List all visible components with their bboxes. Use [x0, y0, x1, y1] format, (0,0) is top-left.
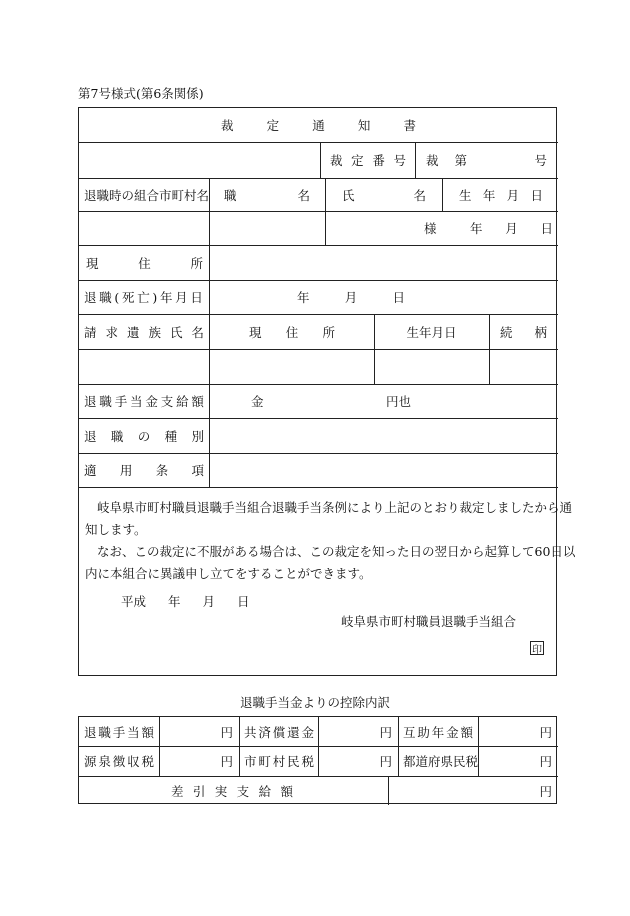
deduction-label: 互 助 年 金 額 — [403, 724, 473, 740]
amount-value: 金 円也 — [251, 394, 411, 409]
deduction-unit: 円 — [379, 754, 392, 769]
retire-type-label: 退 職 の 種 別 — [84, 428, 204, 444]
deduction-table — [78, 716, 557, 804]
name-label: 氏 名 — [342, 187, 426, 203]
deduction-unit: 円 — [220, 724, 233, 740]
claimant-label: 請 求 遺 族 氏 名 — [84, 324, 204, 340]
retire-date-value: 年 月 日 — [297, 290, 405, 305]
form-number: 第7号様式(第6条関係) — [78, 86, 204, 101]
sama-label: 様 — [424, 221, 437, 236]
amount-label: 退 職 手 当 金 支 給 額 — [84, 394, 204, 409]
deduction-label: 共 済 償 還 金 — [244, 724, 314, 740]
ruling-number-label: 裁 定 番 号 — [330, 153, 406, 168]
retire-union-label: 退職時の組合市町村名 — [84, 187, 210, 203]
notice-form — [78, 107, 576, 676]
issuer-name: 岐阜県市町村職員退職手当組合 — [341, 614, 517, 629]
address-label: 現 住 所 — [86, 255, 203, 271]
birthdate-label: 生 年 月 日 — [459, 187, 543, 203]
notes-label: 適 用 条 項 — [84, 463, 204, 478]
body-line-1: 岐阜県市町村職員退職手当組合退職手当条例により上記のとおり裁定しましたから通 — [97, 500, 573, 515]
job-label: 職 名 — [224, 187, 310, 203]
era-date: 平成 年 月 日 — [121, 594, 250, 609]
ruling-number-value: 裁 第 号 — [426, 153, 547, 168]
birthdate-value: 年 月 日 — [470, 221, 553, 236]
deduction-label: 都道府県民税 — [403, 754, 479, 769]
deduction-title: 退職手当金よりの控除内訳 — [239, 695, 390, 710]
body-line-3: なお、この裁定に不服がある場合は、この裁定を知った日の翌日から起算して60日以 — [97, 544, 576, 559]
deduction-unit: 円 — [539, 754, 552, 769]
claimant-birthdate-label: 生年月日 — [406, 324, 457, 340]
body-line-4: 内に本組合に異議申し立てをすることができます。 — [85, 566, 372, 581]
deduction-unit: 円 — [379, 724, 392, 740]
claimant-address-label: 現 住 所 — [249, 324, 335, 340]
form-title: 裁 定 通 知 書 — [221, 118, 416, 133]
net-label: 差 引 実 支 給 額 — [171, 783, 293, 799]
deduction-unit: 円 — [220, 754, 233, 769]
body-line-2: 知します。 — [85, 522, 147, 537]
seal-mark: 印 — [530, 641, 544, 655]
deduction-label: 市 町 村 民 税 — [244, 754, 314, 769]
net-unit: 円 — [539, 783, 552, 799]
relation-label: 続 柄 — [500, 324, 547, 340]
deduction-label: 退 職 手 当 額 — [84, 724, 154, 740]
retire-date-label: 退 職 ( 死 亡 ) 年 月 日 — [84, 289, 203, 305]
deduction-unit: 円 — [539, 724, 552, 740]
deduction-label: 源 泉 徴 収 税 — [84, 754, 154, 769]
